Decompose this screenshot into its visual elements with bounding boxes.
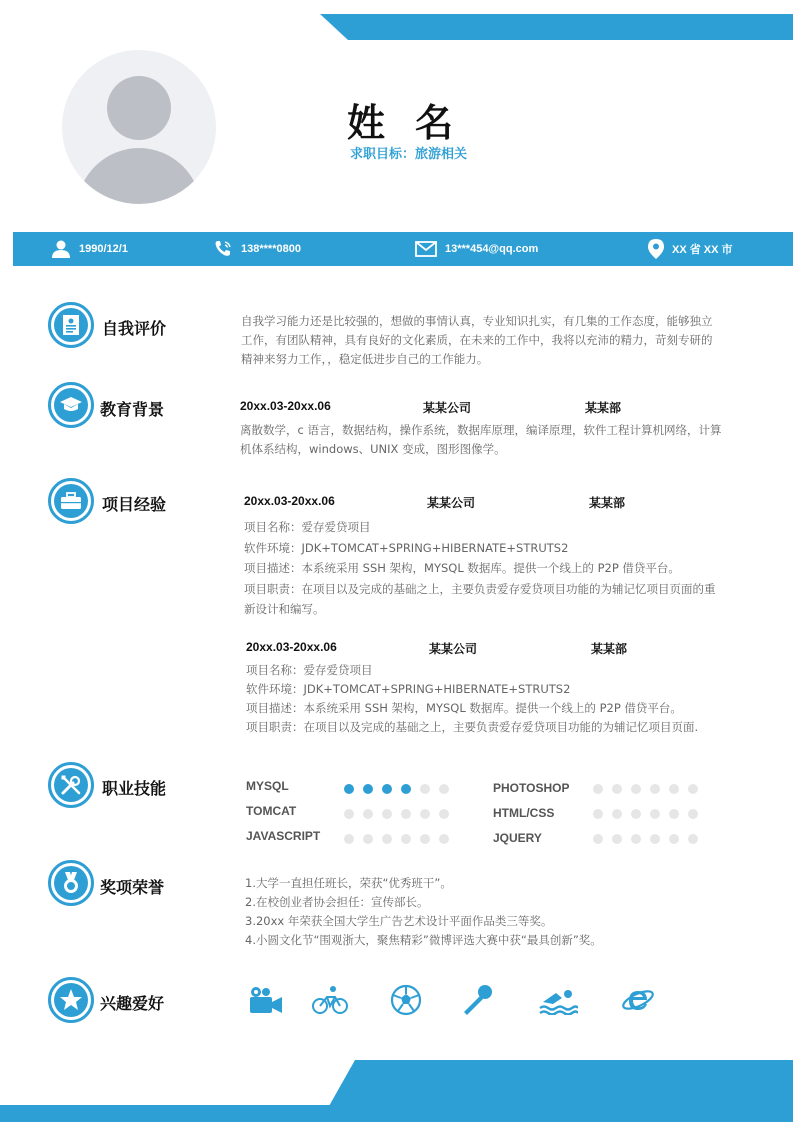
email-item: [415, 232, 538, 266]
project-title: 项目经验: [102, 495, 167, 514]
bicycle-icon: [311, 985, 349, 1015]
skill-dot-empty: [363, 834, 373, 844]
info-bar: [13, 232, 793, 266]
location-pin-icon: [648, 239, 664, 259]
skill-dots: [344, 834, 449, 844]
skill-dot-empty: [593, 834, 603, 844]
name: 姓名: [346, 101, 483, 145]
skill-dot-empty: [688, 809, 698, 819]
top-decor-band: [0, 0, 793, 40]
skill-dot-empty: [631, 784, 641, 794]
skill-dot-empty: [631, 809, 641, 819]
skills-title: 职业技能: [102, 779, 167, 798]
skill-name: PHOTOSHOP: [493, 781, 570, 795]
skill-dot-empty: [363, 809, 373, 819]
internet-explorer-icon: [621, 984, 655, 1016]
phone: 138****0800: [241, 243, 301, 255]
skill-dot-filled: [382, 784, 392, 794]
skill-name: JQUERY: [493, 831, 542, 845]
microphone-icon: [460, 984, 494, 1016]
avatar-head: [107, 76, 171, 140]
skill-dot-empty: [439, 784, 449, 794]
skill-dot-empty: [612, 834, 622, 844]
phone-item: [213, 232, 301, 266]
education-date: 20xx.03-20xx.06: [240, 399, 331, 413]
skill-dot-empty: [650, 784, 660, 794]
project-line: 软件环境：JDK+TOMCAT+SPRING+HIBERNATE+STRUTS2: [246, 682, 571, 696]
skill-dot-empty: [593, 784, 603, 794]
envelope-icon: [415, 241, 437, 257]
hobby-swimming: [538, 983, 578, 1017]
skill-dot-empty: [420, 784, 430, 794]
skills-section-icon: [48, 762, 94, 808]
project-1-company: 某某公司: [427, 496, 476, 510]
birthday-item: [51, 232, 128, 266]
project-1-row-head: [244, 494, 744, 510]
awards-section-icon: [48, 860, 94, 906]
skill-dot-empty: [401, 809, 411, 819]
hobby-football: [386, 983, 426, 1017]
skill-dots: [593, 809, 698, 819]
briefcase-icon: [60, 492, 82, 510]
project-section-icon: [48, 478, 94, 524]
award-line: 3.20xx 年荣获全国大学生广告艺术设计平面作品类三等奖。: [245, 914, 553, 928]
skill-name: HTML/CSS: [493, 806, 555, 820]
skill-dot-empty: [344, 834, 354, 844]
hobbies-section-icon: [48, 977, 94, 1023]
skill-dots: [344, 809, 449, 819]
self-eval-line: 工作，有团队精神，具有良好的文化素质，在未来的工作中，我将以充沛的精力，苛刻专研的: [241, 333, 713, 347]
skill-dot-empty: [420, 809, 430, 819]
avatar-body: [77, 148, 201, 204]
location-item: [648, 232, 733, 266]
project-2-text: [246, 661, 746, 737]
self-eval-title: 自我评价: [102, 319, 167, 338]
skill-dot-empty: [669, 809, 679, 819]
skill-dot-empty: [593, 809, 603, 819]
award-line: 1.大学一直担任班长，荣获“优秀班干”。: [245, 876, 452, 890]
star-icon: [59, 988, 83, 1012]
award-line: 4.小圆文化节“围观浙大，聚焦精彩”微博评选大赛中获“最具创新”奖。: [245, 933, 602, 947]
medal-icon: [61, 871, 81, 895]
self-eval-line: 自我学习能力还是比较强的，想做的事情认真，专业知识扎实，有几集的工作态度，能够独立: [241, 314, 713, 328]
bottom-decor-band: [0, 1060, 793, 1122]
project-line: 项目职责：在项目以及完成的基础之上，主要负责爱存爱贷项目功能的为辅记忆项目页面的重: [244, 581, 716, 596]
skill-dot-empty: [669, 784, 679, 794]
project-1-date: 20xx.03-20xx.06: [244, 494, 335, 508]
self-eval-text: [241, 312, 751, 369]
project-line: 软件环境：JDK+TOMCAT+SPRING+HIBERNATE+STRUTS2: [244, 540, 569, 555]
football-icon: [390, 984, 422, 1016]
skill-dots: [593, 784, 698, 794]
project-2-dept: 某某部: [591, 642, 628, 656]
skill-dot-empty: [420, 834, 430, 844]
skill-dot-filled: [344, 784, 354, 794]
awards-text: [245, 874, 745, 950]
skill-dot-empty: [688, 784, 698, 794]
self-eval-section-icon: [48, 302, 94, 348]
skill-name: MYSQL: [246, 779, 289, 793]
tools-icon: [60, 774, 82, 796]
project-line: 项目名称：爱存爱贷项目: [244, 520, 371, 534]
project-2-company: 某某公司: [429, 642, 478, 656]
hobby-cycling: [310, 983, 350, 1017]
skill-dot-empty: [650, 834, 660, 844]
skill-dot-empty: [650, 809, 660, 819]
skill-dot-empty: [631, 834, 641, 844]
skill-dot-filled: [401, 784, 411, 794]
project-line: 新设计和编写。: [244, 602, 325, 616]
skill-dots: [593, 834, 698, 844]
project-line: 项目描述：本系统采用 SSH 架构，MYSQL 数据库。提供一个线上的 P2P 借贷平台。: [246, 701, 682, 715]
project-line: 项目描述：本系统采用 SSH 架构，MYSQL 数据库。提供一个线上的 P2P 借贷平台。: [244, 561, 680, 575]
job-objective: 求职目标：旅游相关: [350, 147, 468, 162]
skill-dot-empty: [439, 834, 449, 844]
hobbies-title: 兴趣爱好: [100, 994, 165, 1013]
person-icon: [51, 240, 71, 258]
birthday: 1990/12/1: [79, 243, 128, 255]
self-eval-line: 精神来努力工作，，稳定低进步自己的工作能力。: [241, 352, 489, 366]
education-line: 机体系结构，windows、UNIX 变成，图形图像学。: [240, 442, 506, 456]
hobby-video: [245, 983, 285, 1017]
skill-name: JAVASCRIPT: [246, 829, 321, 843]
swimming-icon: [538, 985, 578, 1015]
skill-dot-empty: [401, 834, 411, 844]
education-section-icon: [48, 382, 94, 428]
phone-icon: [213, 239, 233, 259]
skill-dot-empty: [612, 809, 622, 819]
skill-dot-empty: [688, 834, 698, 844]
project-line: 项目名称：爱存爱贷项目: [246, 663, 373, 677]
avatar: [62, 50, 216, 204]
project-1-text: [244, 517, 744, 620]
skill-name: TOMCAT: [246, 804, 297, 818]
hobby-internet: [618, 983, 658, 1017]
location: XX 省 XX 市: [672, 244, 733, 256]
education-dept: 某某部: [585, 401, 622, 415]
education-title: 教育背景: [100, 400, 165, 419]
skill-dot-empty: [344, 809, 354, 819]
hobby-singing: [457, 983, 497, 1017]
resume-icon: [61, 314, 81, 336]
awards-title: 奖项荣誉: [100, 878, 165, 897]
education-line: 离散数学，c 语言，数据结构，操作系统，数据库原理，编译原理，软件工程计算机网络，计算: [240, 423, 722, 437]
skill-dot-empty: [439, 809, 449, 819]
skill-dot-empty: [669, 834, 679, 844]
skill-dot-empty: [382, 834, 392, 844]
skill-dot-empty: [612, 784, 622, 794]
education-row-head: [240, 399, 740, 415]
education-text: [240, 421, 750, 459]
skill-dot-empty: [382, 809, 392, 819]
project-2-row-head: [246, 640, 746, 656]
video-camera-icon: [246, 985, 284, 1015]
education-company: 某某公司: [423, 401, 472, 415]
skill-dots: [344, 784, 449, 794]
skill-dot-filled: [363, 784, 373, 794]
project-1-dept: 某某部: [589, 496, 626, 510]
email: 13***454@qq.com: [445, 243, 539, 255]
graduation-cap-icon: [59, 395, 83, 415]
project-2-date: 20xx.03-20xx.06: [246, 640, 337, 654]
project-line: 项目职责：在项目以及完成的基础之上，主要负责爱存爱贷项目功能的为辅记忆项目页面.: [246, 720, 699, 734]
award-line: 2.在校创业者协会担任：宣传部长。: [245, 895, 429, 909]
